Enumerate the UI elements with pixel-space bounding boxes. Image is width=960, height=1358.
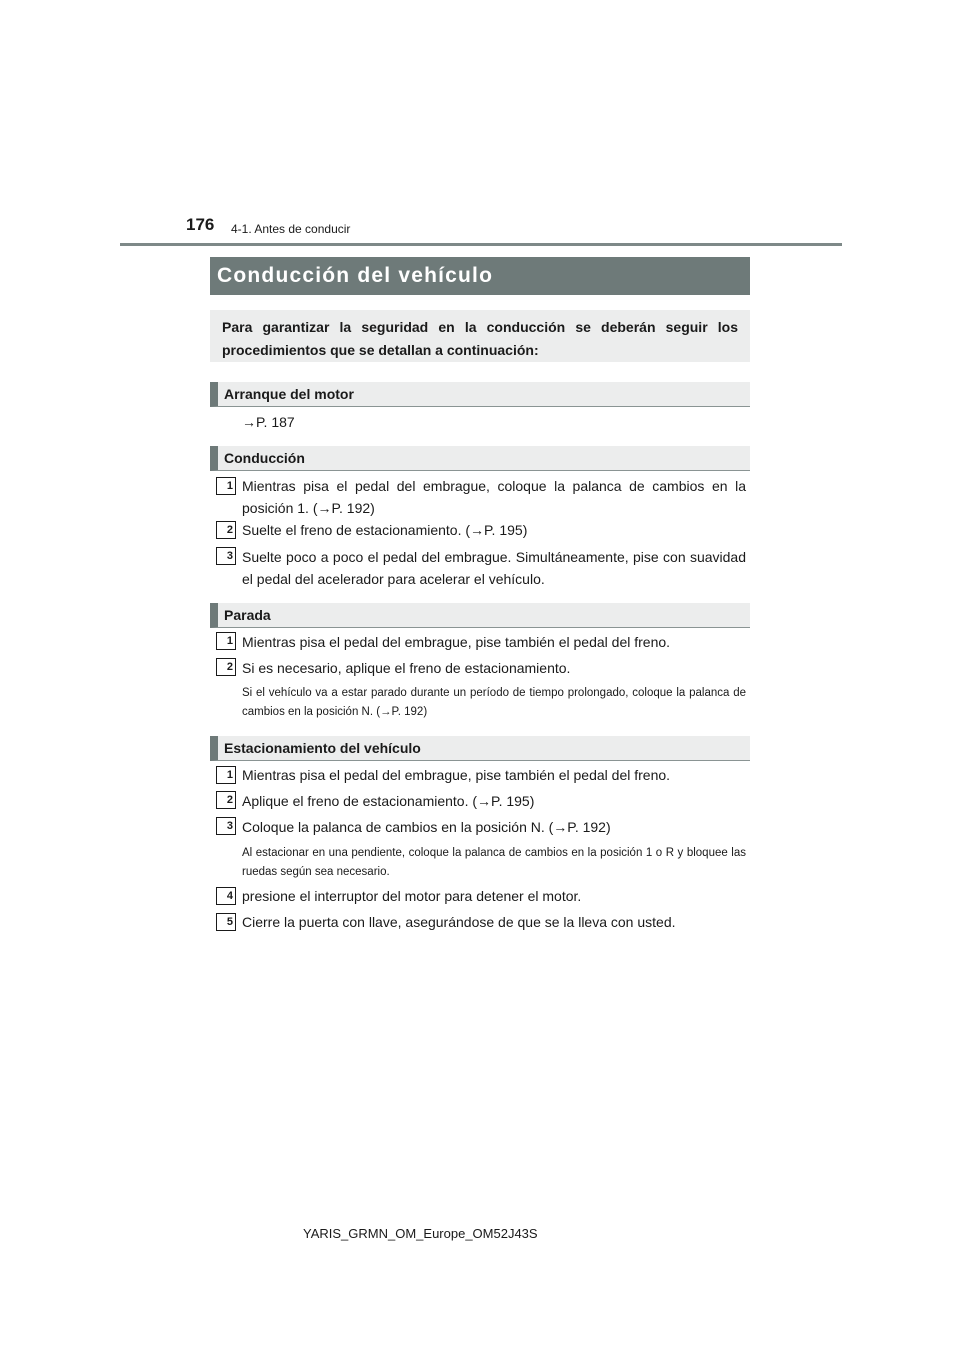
step-text: Cierre la puerta con llave, asegurándose de que se la lleva con usted. xyxy=(242,914,676,930)
step-number-badge: 1 xyxy=(216,766,236,784)
page-number: 176 xyxy=(186,215,215,234)
step-number-badge: 1 xyxy=(216,632,236,650)
header-divider xyxy=(120,243,842,246)
step-text: Mientras pisa el pedal del embrague, pise también el pedal del freno. xyxy=(242,634,671,650)
section-heading-arranque: Arranque del motor xyxy=(210,382,750,407)
page-title: Conducción del vehículo xyxy=(210,257,750,295)
step-number-badge: 5 xyxy=(216,913,236,931)
step-number-badge: 2 xyxy=(216,658,236,676)
section-heading-estacionamiento: Estacionamiento del vehículo xyxy=(210,736,750,761)
note-text: Al estacionar en una pendiente, coloque la palanca de cambios en la posición 1 o R y bloquee las ruedas según sea necesario. xyxy=(242,847,746,878)
step-number-badge: 2 xyxy=(216,521,236,539)
page-reference-link[interactable]: →P. 187 xyxy=(242,414,295,430)
breadcrumb: 4-1. Antes de conducir xyxy=(231,222,351,236)
step-text: presione el interruptor del motor para detener el motor. xyxy=(242,888,582,904)
intro-paragraph: Para garantizar la seguridad en la conducción se deberán seguir los procedimientos que se detallan a continuación: xyxy=(210,310,750,362)
step-text: Aplique el freno de estacionamiento. (→P. 195) xyxy=(242,793,535,809)
step-text: Si es necesario, aplique el freno de estacionamiento. xyxy=(242,660,571,676)
step-number-badge: 3 xyxy=(216,817,236,835)
step-text: Suelte poco a poco el pedal del embrague. Simultáneamente, pise con suavidad el pedal del acelerador para acelerar el vehículo. xyxy=(242,549,746,587)
step-text: Mientras pisa el pedal del embrague, coloque la palanca de cambios en la posición 1. (→P. 192) xyxy=(242,478,746,516)
step-text: Mientras pisa el pedal del embrague, pise también el pedal del freno. xyxy=(242,767,671,783)
step-number-badge: 4 xyxy=(216,887,236,905)
section-heading-parada: Parada xyxy=(210,603,750,628)
step-text: Suelte el freno de estacionamiento. (→P. 195) xyxy=(242,522,528,538)
note-text: Si el vehículo va a estar parado durante un período de tiempo prolongado, coloque la palanca de cambios en la posición N. (→P. 192) xyxy=(242,687,746,718)
section-heading-conduccion: Conducción xyxy=(210,446,750,471)
step-text: Coloque la palanca de cambios en la posición N. (→P. 192) xyxy=(242,819,611,835)
step-number-badge: 2 xyxy=(216,791,236,809)
step-number-badge: 1 xyxy=(216,477,236,495)
footer-document-id: YARIS_GRMN_OM_Europe_OM52J43S xyxy=(303,1226,538,1241)
step-number-badge: 3 xyxy=(216,547,236,565)
